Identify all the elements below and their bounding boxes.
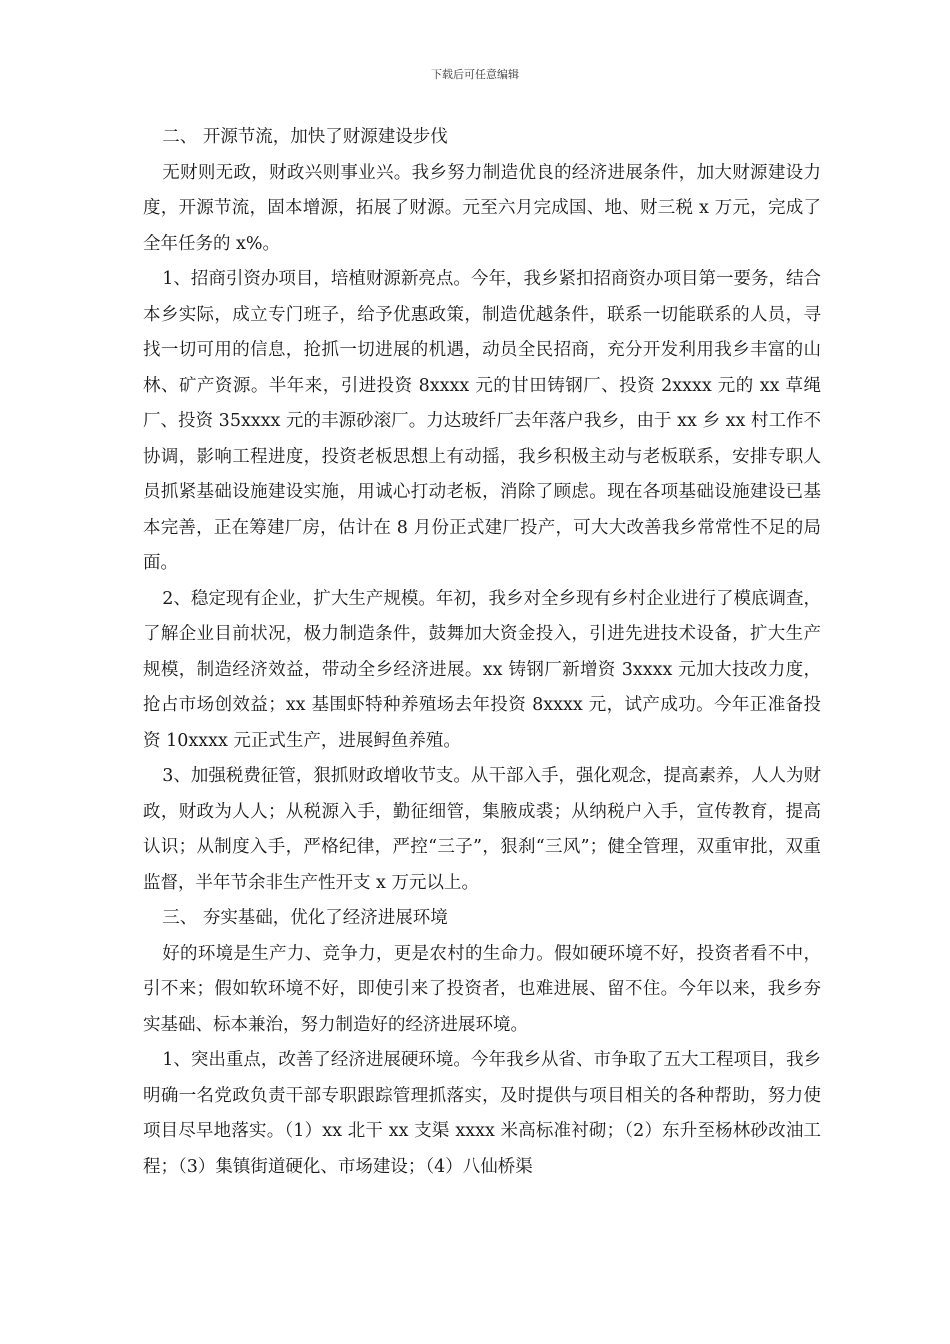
section-heading-2: 二、 开源节流，加快了财源建设步伐: [162, 127, 448, 147]
page-header: 下载后可任意编辑: [431, 68, 519, 81]
paragraph: 好的环境是生产力、竞争力，更是农村的生命力。假如硬环境不好，投资者看不中，引不来；假如软环境不好，即使引来了投资者，也难进展、留不住。今年以来，我乡夯实基础、标本兼治，努力制造好的经济进展环境。: [143, 943, 821, 1035]
paragraph: 1、招商引资办项目，培植财源新亮点。今年，我乡紧扣招商资办项目第一要务，结合本乡实际，成立专门班子，给予优惠政策，制造优越条件，联系一切能联系的人员，寻找一切可用的信息，抢抓一切进展的机遇，动员全民招商，充分开发利用我乡丰富的山林、矿产资源。半年来，引进投资 8xxxx 元的甘田铸钢厂、投资 2xxxx 元的 xx 草绳厂、投资 35xxxx 元的丰源砂滚厂。力达玻纤厂去年落户我乡，由于 xx 乡 xx 村工作不协调，影响工程进度，投资老板思想上有动摇，我乡积极主动与老板联系，安排专职人员抓紧基础设施建设实施，用诚心打动老板，消除了顾虑。现在各项基础设施建设已基本完善，正在筹建厂房，估计在 8 月份正式建厂投产，可大大改善我乡常常性不足的局面。: [143, 269, 821, 573]
paragraph: 2、稳定现有企业，扩大生产规模。年初，我乡对全乡现有乡村企业进行了模底调查，了解企业目前状况，极力制造条件，鼓舞加大资金投入，引进先进技术设备，扩大生产规模，制造经济效益，带动全乡经济进展。xx 铸钢厂新增资 3xxxx 元加大技改力度，抢占市场创效益；xx 基围虾特种养殖场去年投资 8xxxx 元，试产成功。今年正准备投资 10xxxx 元正式生产，进展鲟鱼养殖。: [143, 588, 821, 751]
section-heading-3: 三、 夯实基础，优化了经济进展环境: [162, 908, 448, 928]
paragraph: 无财则无政，财政兴则事业兴。我乡努力制造优良的经济进展条件，加大财源建设力度，开源节流，固本增源，拓展了财源。元至六月完成国、地、财三税 x 万元，完成了全年任务的 x%。: [143, 162, 821, 254]
document-body: [143, 120, 821, 1185]
paragraph: 3、加强税费征管，狠抓财政增收节支。从干部入手，强化观念，提高素养，人人为财政，财政为人人；从税源入手，勤征细管，集腋成裘；从纳税户入手，宣传教育，提高认识；从制度入手，严格纪律，严控“三子”，狠刹“三风”；健全管理，双重审批，双重监督，半年节余非生产性开支 x 万元以上。: [143, 766, 821, 893]
paragraph: 1、突出重点，改善了经济进展硬环境。今年我乡从省、市争取了五大工程项目，我乡明确一名党政负责干部专职跟踪管理抓落实，及时提供与项目相关的各种帮助，努力使项目尽早地落实。（1）xx 北干 xx 支渠 xxxx 米高标准衬砌；（2）东升至杨林砂改油工程；（3）集镇街道硬化、市场建设；（4）八仙桥渠: [143, 1050, 821, 1177]
